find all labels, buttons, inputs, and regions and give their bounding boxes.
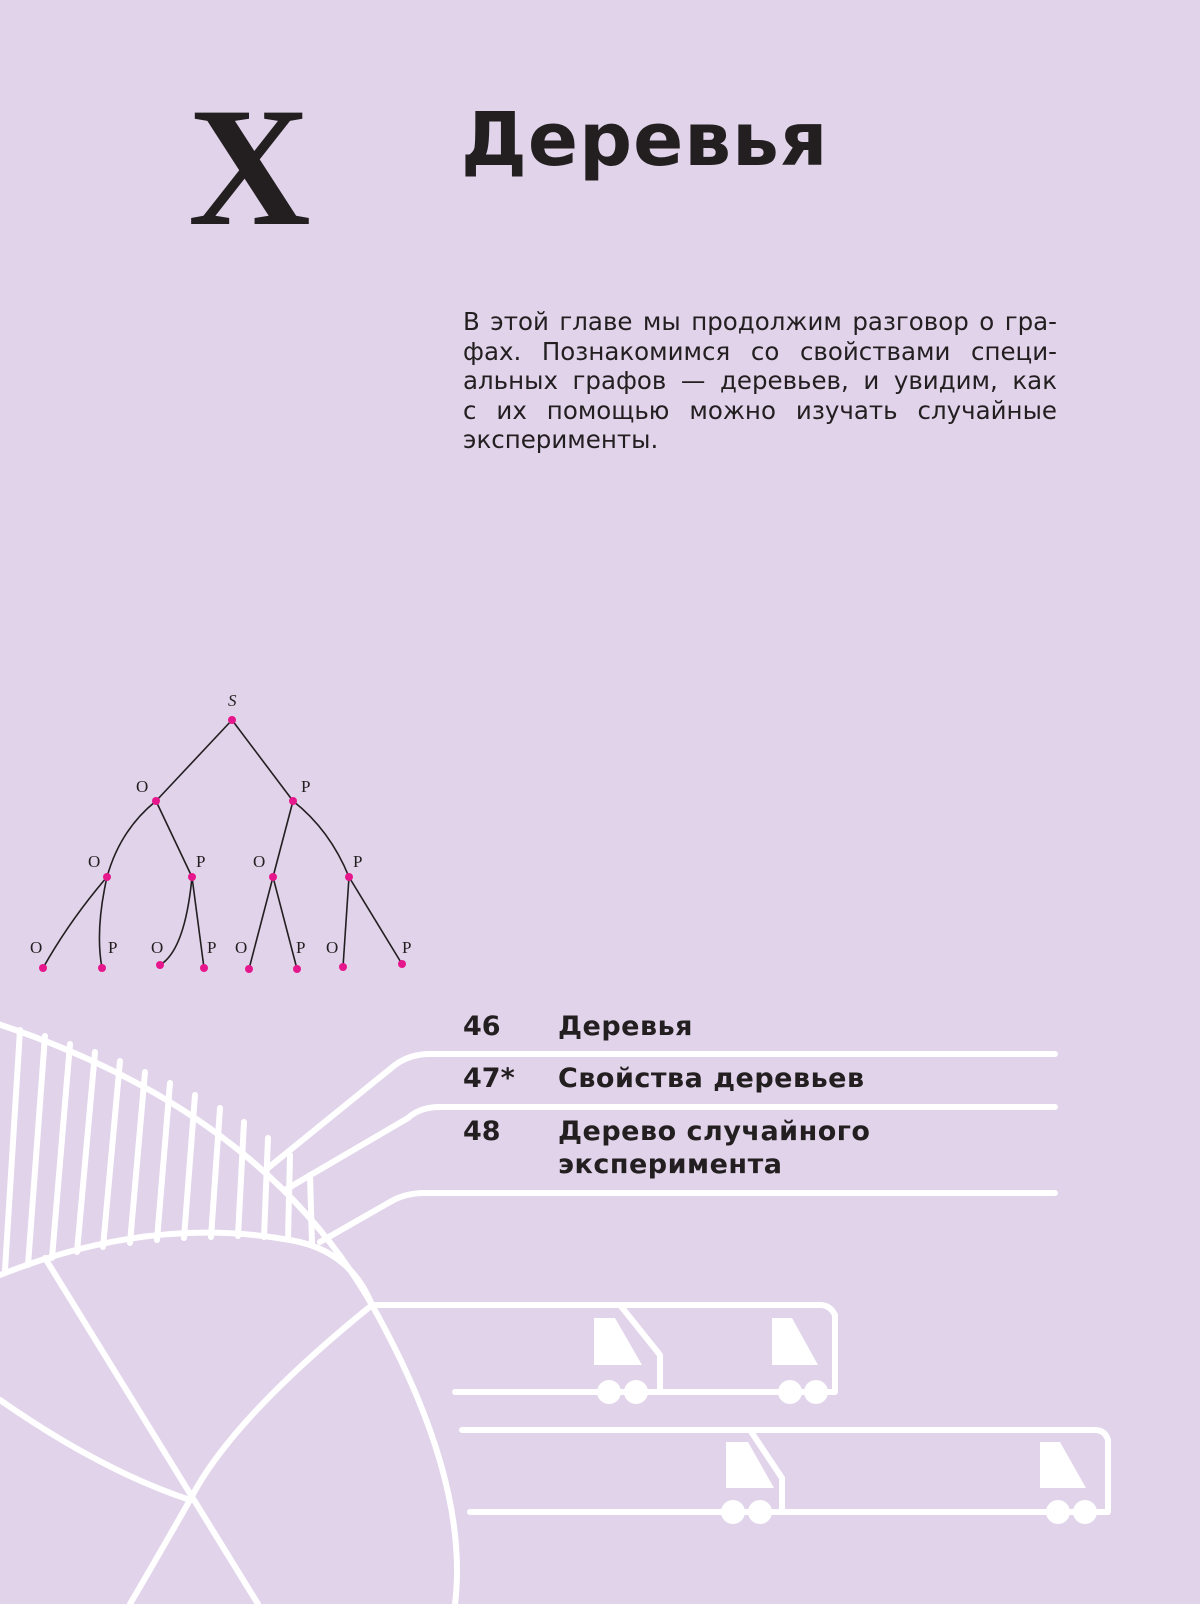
tree-node [228, 716, 236, 724]
chapter-title: Деревья [461, 97, 829, 183]
tree-node [188, 873, 196, 881]
tree-label: О [253, 852, 266, 871]
tree-node [200, 964, 208, 972]
tree-node [103, 873, 111, 881]
toc-section-title: Деревья [558, 1011, 693, 1042]
tree-label: Р [402, 938, 412, 957]
tree-node [39, 964, 47, 972]
intro-line: эксперименты. [463, 425, 659, 454]
toc-section-title: Дерево случайного [558, 1116, 871, 1147]
tree-label: О [235, 938, 248, 957]
intro-line: с их помощью можно изучать случайные [463, 395, 1057, 425]
tree-node [152, 797, 160, 805]
tree-label: О [30, 938, 43, 957]
intro-line: альных графов — деревьев, и увидим, как [463, 366, 1057, 395]
tree-diagram [0, 680, 440, 980]
tree-node [156, 961, 164, 969]
tree-label: Р [301, 777, 311, 796]
toc-line-3 [320, 1193, 1055, 1242]
tree-label: Р [353, 852, 363, 871]
toc-section-number: 47* [463, 1063, 515, 1094]
tree-node [339, 963, 347, 971]
tree-node [293, 965, 301, 973]
intro-line: В этой главе мы продолжим разговор о гра- [463, 307, 1057, 336]
tree-node [245, 965, 253, 973]
tree-label: Р [196, 852, 206, 871]
tree-label-root: S [228, 691, 237, 710]
tree-node [98, 964, 106, 972]
toc-section-number: 46 [463, 1011, 501, 1042]
intro-line: фах. Познакомимся со свойствами специ- [463, 336, 1057, 366]
tree-label: О [88, 852, 101, 871]
tree-label: О [151, 938, 164, 957]
chapter-intro [463, 307, 1057, 455]
tree-node [289, 797, 297, 805]
tree-node [269, 873, 277, 881]
tree-label: О [136, 777, 149, 796]
toc-section-title: Свойства деревьев [558, 1063, 865, 1094]
toc-section-number: 48 [463, 1116, 501, 1147]
tree-node [398, 960, 406, 968]
tree-label: О [326, 938, 339, 957]
chapter-number: X [188, 73, 311, 261]
tree-label: Р [207, 938, 217, 957]
toc-section-title: эксперимента [558, 1149, 783, 1180]
circle-arc [0, 1023, 457, 1604]
tree-label: Р [108, 938, 118, 957]
tree-label: Р [296, 938, 306, 957]
tree-node [345, 873, 353, 881]
